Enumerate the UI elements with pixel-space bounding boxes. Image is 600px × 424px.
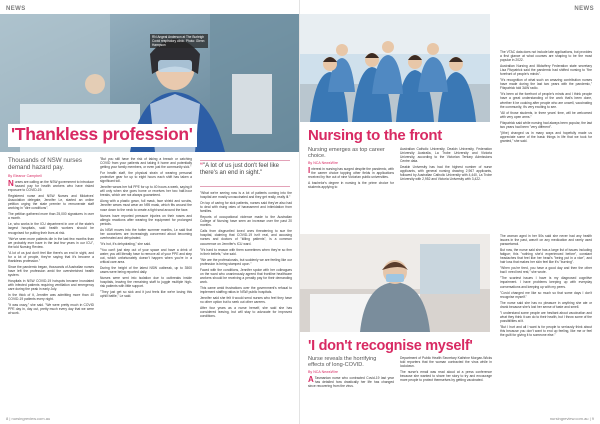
byline-bottom: By NCA NewsWire — [308, 370, 338, 374]
pull-quote: “"A lot of us just don't feel like there's an end in sight." — [200, 163, 279, 176]
paragraph: "I understand some people are hesitant about vaccination and what they think it can do to their health, but I throw some of the possibilities at it. — [500, 310, 592, 323]
section-label: NEWS — [6, 6, 26, 12]
pull-quote-rule — [200, 186, 290, 187]
paragraph: But now, the nurse said she has a large list of issues including fatigue; this "nothing she'd experienced before", constant headaches that feel like her head's "being put in a vice", and hair loss that makes her skin feel like it's "burning". — [500, 248, 592, 265]
paragraph: The nurse's email was read aloud at a press conference because she wanted to share her story to try and encourage more people to protect themselves by getting vaccinated. — [400, 370, 492, 383]
standfirst-top: Nursing emerges as top career choice. — [308, 147, 385, 160]
paragraph: Department of Public Health Secretary Kathrine Morgan-Wicks told reporters that the woman contracted the virus while in lockdown. — [400, 356, 492, 369]
paragraph: "You can't just step out of your space and have a drink of water; you will literally have to remove all of your PPE and step out, which unfortunately doesn't happen when you're in a critical care area. — [100, 247, 192, 265]
paragraph: Hospitals in NSW COVID-19 hotspots became inundated with infected patients requiring ventilation and emergency care during the peak in early July. — [8, 278, 94, 292]
bottom-article-column-1 — [308, 376, 394, 416]
paragraph: The petition gathered more than 25,000 signatures in over a month. — [8, 212, 94, 221]
paragraph: Jennifer said she felt it would send nurses who feel they have no other option but to seek out other careers. — [200, 296, 292, 305]
paragraph: "Covid changed me like so much so that some days I don't recognise myself." — [500, 290, 592, 299]
drop-cap: N — [8, 180, 14, 188]
paragraph: "When you're tired, you have a good day and then the other bad I need bed rest," she wrote. — [500, 266, 592, 275]
paragraph: Nurses have reported pressure injuries on their noses and allergic reactions after wearing the equipment for prolonged periods. — [100, 213, 192, 226]
paragraph: Since the pandemic began, thousands of Australian nurses have left the profession amid the overstretched health system. — [8, 264, 94, 277]
paragraph: Nurses were sent into isolation due to outbreaks inside hospitals, leaving the remaining staff to juggle multiple high-risk patients with little support. — [100, 276, 192, 289]
paragraph: The VTAC data does not include late applications, but provides a first glance at what courses are shaping to be the most popular in 2022. — [500, 50, 592, 63]
paragraph: The nurse said she has no pleasure in anything she ate or drank because she's lost her sense of taste and smell. — [500, 300, 592, 309]
paragraph: After four years as a nurse herself, she said she has considered leaving, but will stay to advocate for improved conditions. — [200, 306, 292, 319]
paragraph: "But I hurt and all I want is for people to seriously think about this because you don't want to end up feeling, like me or feel the guilt for giving it to someone else." — [500, 324, 592, 337]
byline-top: By NCA NewsWire — [308, 161, 338, 165]
paragraph: "The scariest issues I have is my diagnosed cognitive impairment. I have problems keeping up with everyday conversations and keeping up with my peers. — [500, 276, 592, 289]
paragraph: Interest in nursing has surged despite the pandemic, with the career choice topping other fields in applications received by five out of nine Victorian public universities. — [308, 167, 394, 180]
top-article-column-2 — [400, 147, 492, 227]
paragraph: "It was crazy," she said. "We were pretty much in COVID PPE day in, day out, pretty much every day that we were at work. — [8, 303, 94, 316]
paragraph: "(Ithe) changed us in many ways and hopefully made us appreciate some of the basic things in life that we took for granted," she said. — [500, 130, 592, 143]
headline: 'Thankless profession' — [8, 124, 197, 147]
paragraph: During the height of the latest NSW outbreak, up to 3500 cases were being reported daily. — [100, 266, 192, 275]
paragraph: A bachelor's degree in nursing is the prime choice for students applying to — [308, 181, 394, 190]
paragraph: A Tasmanian nurse who contracted Covid-19 last year has detailed how drastically her life has changed since recovering from the virus. — [308, 376, 394, 389]
paragraph: Registered nurse and NSW Nurses and Midwives' Association delegate, Jennifer Le, started an online petition urging the state premier to remunerate staff working in "dire conditions". — [8, 194, 94, 211]
drop-cap: I — [308, 167, 311, 175]
paragraph: Le, who works in the ICU department in one of the state's largest hospitals, said health workers should be recognised for putting their lives at risk. — [8, 222, 94, 235]
headline-bottom: 'I don't recognise myself' — [308, 338, 473, 354]
article-column-3 — [200, 191, 292, 415]
top-article-column-1 — [308, 167, 394, 227]
standfirst-bottom: Nurse reveals the horrifying effects of long-COVID. — [308, 356, 377, 369]
paragraph: "It's been at the forefront of people's minds and I think people have a great understanding of the work that's been done, whether it be cooking after people who are unwell, vaccinating the community, it's very exciting to see. — [500, 92, 592, 109]
paragraph: Reports of occupational violence made to the Australian College of Nursing have seen an increase over the past 20 months. — [200, 215, 292, 228]
paragraph: Fitzpatrick said while nursing had always been popular, the last two years had been "very different". — [500, 120, 592, 129]
quote-mark-icon: “ — [200, 163, 203, 169]
paragraph: "We've seen more patients die in the last few months than we probably ever have in the last few years in our ICU", the told Nursing Review. — [8, 236, 94, 249]
paragraph: In the thick of it, Jennifer was admitting more than 40 COVID-19 patients every night. — [8, 293, 94, 302]
long-covid-photo — [300, 234, 490, 332]
paragraph: "All of those students, in three years' time, will be welcomed with very open arms." — [500, 110, 592, 119]
bottom-article-column-2 — [400, 356, 492, 416]
paragraph: Deakin University has had the highest number of nurse applicants, with general nursing drawing 2,967 applicants, followed by Australian Catholic University with 4,440, La Trobe University with 2,952 and Victoria University with 3,422. — [400, 165, 492, 182]
paragraph: "It's hot, it's dehydrating," she said. — [100, 241, 151, 246]
paragraph: This came amid frustrations over the government's refusal to implement staffing ratios in NSW public hospitals. — [200, 285, 292, 294]
top-article-column-3 — [500, 50, 592, 228]
article-column-2 — [100, 157, 192, 415]
paragraph: "But you still have the risk of taking a breach or catching COVID from your patients and taking it home and potentially getting your family members, or even just the community sick." — [100, 157, 192, 170]
paragraph: Australian Catholic University, Deakin University, Federation University Australia, La Trobe University and Victoria University, according to the Victorian Tertiary Admissions Centre data. — [400, 147, 492, 164]
paragraph: As NSW moves into the hotter summer months, Le said that her coworkers are increasingly concerned about becoming overheated and dehydrated. — [100, 227, 192, 240]
standfirst: Thousands of NSW nurses demand hazard pay. — [8, 157, 82, 172]
nurse-photo — [0, 14, 300, 152]
right-page — [300, 0, 600, 424]
byline: By Eleanor Campbell — [8, 174, 42, 178]
paragraph: "What we're seeing now is a lot of patients coming into the hospital are mostly unvaccinated and they get really, really ill." — [200, 191, 292, 200]
article-column-1 — [8, 180, 94, 415]
bottom-article-column-3 — [500, 234, 592, 415]
paragraph: The woman aged in her 50s said she never had any health issues in the past, wasn't on any medication and rarely used paracetamol. — [500, 234, 592, 247]
section-label: NEWS — [574, 6, 594, 12]
headline-top: Nursing to the front — [308, 127, 442, 144]
paragraph: Calls from disgruntled loved ones threatening to sue the hospital, claiming that COVID-19 isn't real, and accusing nurses and doctors of "killing patients", is a common occurrence on Jennifer's ICU ward. — [200, 229, 292, 246]
page-footer: nursingreview.com.au | 9 — [549, 416, 594, 421]
photo-caption: RN Angeal Anderson at The Burleigh Covid respiratory clinic. Photo: Glenn Hampson — [150, 34, 208, 48]
graduates-photo — [300, 14, 490, 122]
paragraph: Nurses are calling on the NSW government to introduce hazard pay for health workers who have risked exposure to COVID-19. — [8, 180, 94, 193]
paragraph: "They just get so sick and it just feels like we're losing this uphill battle," Le said. — [100, 290, 192, 299]
paragraph: Along with a plastic gown, full mask, face shield and scrubs, Jennifer wears must wear an N95 mask, which fits around the nose down to the neck to create a tight seal around the face. — [100, 199, 192, 212]
paragraph: On top of caring for sick patients, nurses said they've also had to deal with rising rates of harassment and intimidation from families. — [200, 201, 292, 214]
drop-cap: A — [308, 376, 314, 384]
paragraph: For health staff, the physical strain of wearing personal protective gear for up to eight hours each shift has taken a significant toll. — [100, 171, 192, 184]
paragraph: "We are the professionals, but suddenly we are feeling like our profession is being stamped upon." — [200, 257, 292, 266]
paragraph: "A lot of us just don't feel like there's an end in sight, and for a lot of people, they're saying that it's become a thankless profession." — [8, 250, 94, 263]
page-footer: 8 | nursingreview.com.au — [6, 416, 51, 421]
paragraph: Jennifer wears her full PPE for up to 40 hours a week, saying it will only when she goes home or receives her two half-hour breaks, which are not always guaranteed. — [100, 185, 192, 198]
paragraph: Faced with the conditions, Jennifer spoke with her colleagues on the ward who unanimously agreed that frontline healthcare workers should be receiving a penalty pay for their demanding work. — [200, 267, 292, 284]
paragraph: Australian Nursing and Midwifery Federation state secretary Lisa Fitzpatrick said the pandemic had shifted nursing to "the forefront of people's minds". — [500, 64, 592, 77]
pull-quote-rule — [200, 160, 290, 161]
paragraph: "It's hard to reason with them sometimes when they're so firm in their beliefs," she said. — [200, 247, 292, 256]
paragraph: "It's recognition of what such an amazing contribution nurses have made during the last two years with the pandemic," Fitzpatrick told 3AW radio. — [500, 78, 592, 91]
